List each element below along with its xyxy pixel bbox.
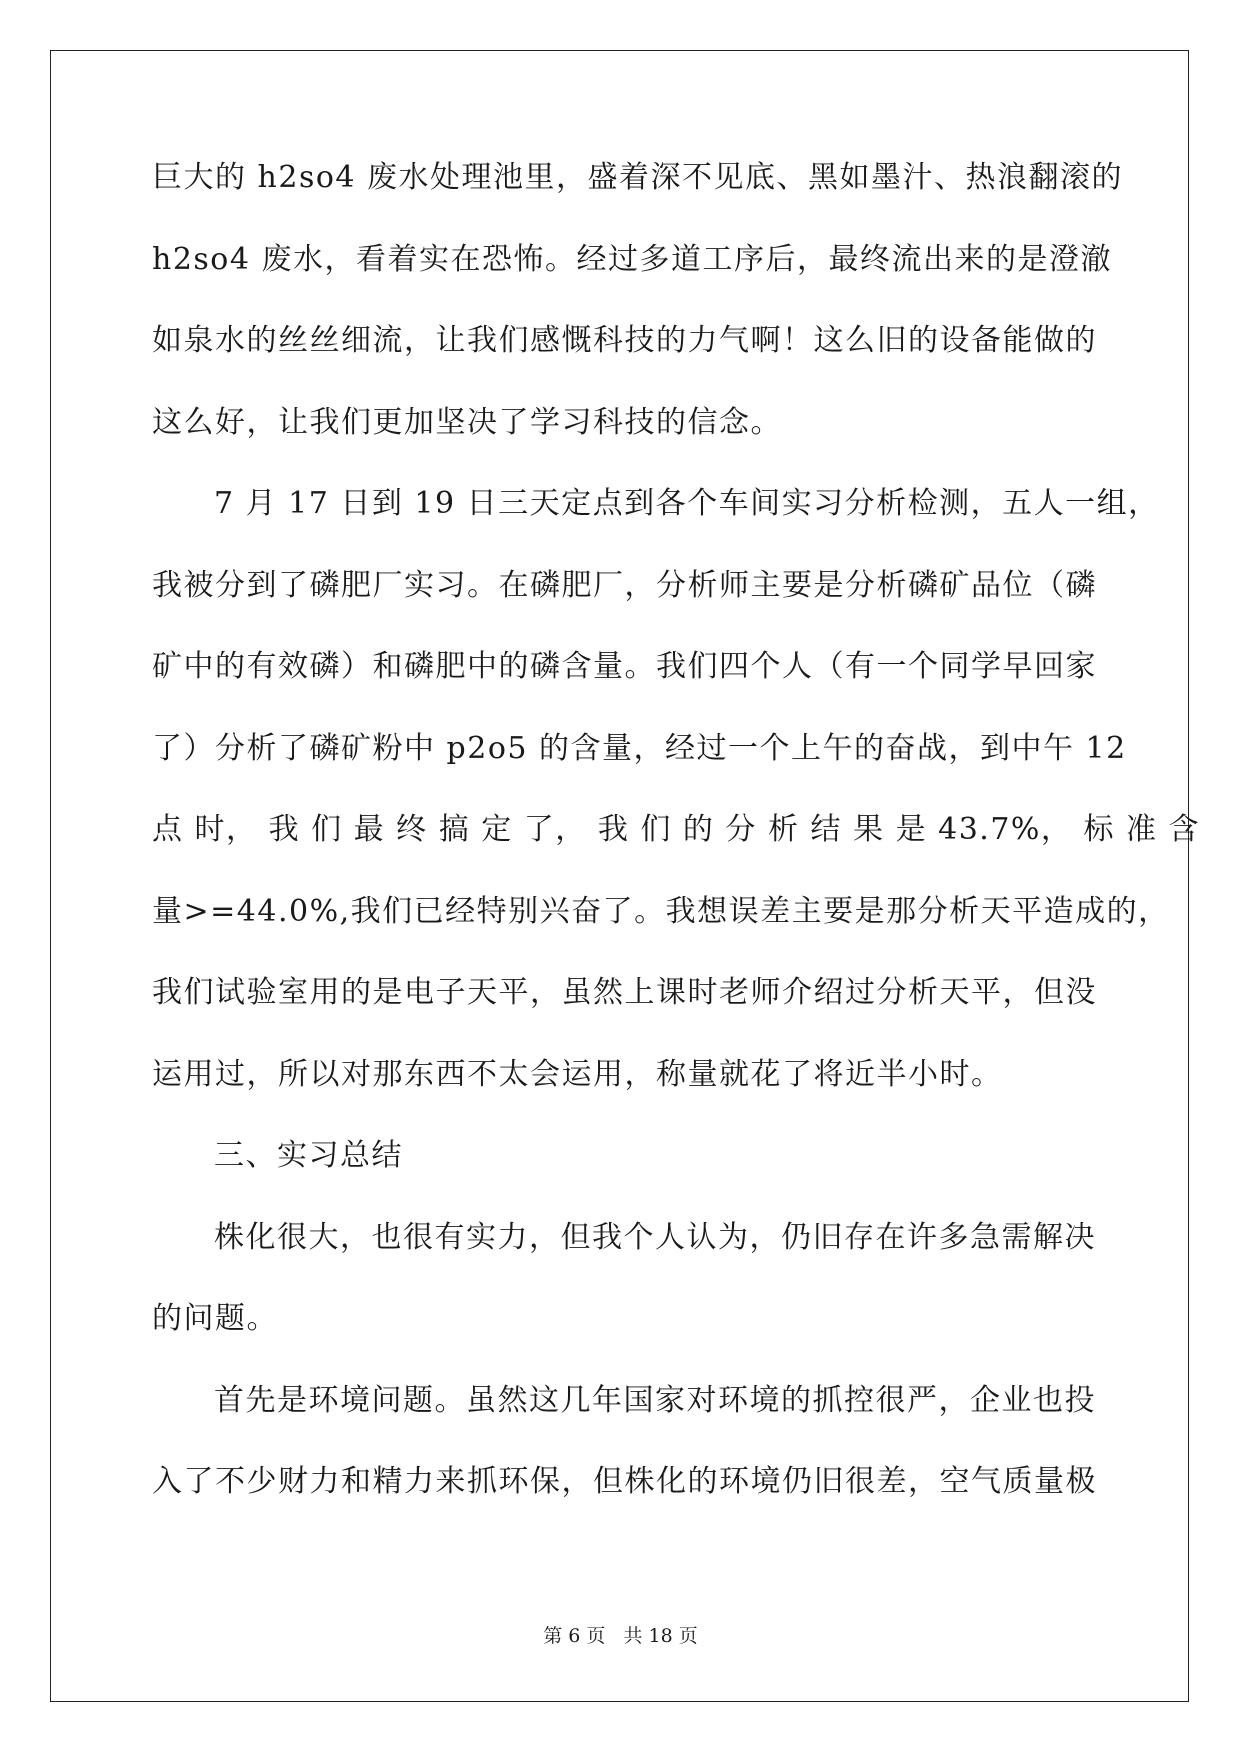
paragraph-line: 巨大的 h2so4 废水处理池里，盛着深不见底、黑如墨汁、热浪翻滚的	[152, 160, 1124, 195]
paragraph-line: 首先是环境问题。虽然这几年国家对环境的抓控很严，企业也投	[214, 1382, 1096, 1418]
paragraph-line: 如泉水的丝丝细流，让我们感慨科技的力气啊！这么旧的设备能做的	[152, 323, 1097, 358]
paragraph-line: h2so4 废水，看着实在恐怖。经过多道工序后，最终流出来的是澄澈	[152, 241, 1112, 277]
paragraph-line: 运用过，所以对那东西不太会运用，称量就花了将近半小时。	[152, 1056, 1003, 1092]
total-pages: 共 18 页	[623, 1625, 698, 1647]
paragraph-line: 点 时， 我 们 最 终 搞 定 了， 我 们 的 分 析 结 果 是 43.7%， 标 准 含	[152, 812, 1201, 847]
paragraph-line: 我被分到了磷肥厂实习。在磷肥厂，分析师主要是分析磷矿品位（磷	[152, 567, 1097, 603]
paragraph-line: 7 月 17 日到 19 日三天定点到各个车间实习分析检测，五人一组，	[214, 486, 1160, 521]
section-heading: 三、实习总结	[214, 1138, 403, 1173]
paragraph-line: 了）分析了磷矿粉中 p2o5 的含量，经过一个上午的奋战，到中午 12	[152, 730, 1127, 766]
paragraph-line: 入了不少财力和精力来抓环保，但株化的环境仍旧很差，空气质量极	[152, 1464, 1097, 1499]
paragraph-line: 株化很大，也很有实力，但我个人认为，仍旧存在许多急需解决	[214, 1219, 1096, 1255]
page-number: 第 6 页	[543, 1625, 606, 1647]
paragraph-line: 矿中的有效磷）和磷肥中的磷含量。我们四个人（有一个同学早回家	[152, 649, 1097, 684]
paragraph-line: 这么好，让我们更加坚决了学习科技的信念。	[152, 404, 782, 440]
document-body	[152, 158, 1201, 1544]
page-footer	[0, 1624, 1241, 1648]
paragraph-line: 的问题。	[152, 1301, 278, 1336]
paragraph-line: 量>=44.0%,我们已经特别兴奋了。我想误差主要是那分析天平造成的，	[152, 893, 1170, 929]
paragraph-line: 我们试验室用的是电子天平，虽然上课时老师介绍过分析天平，但没	[152, 975, 1097, 1010]
